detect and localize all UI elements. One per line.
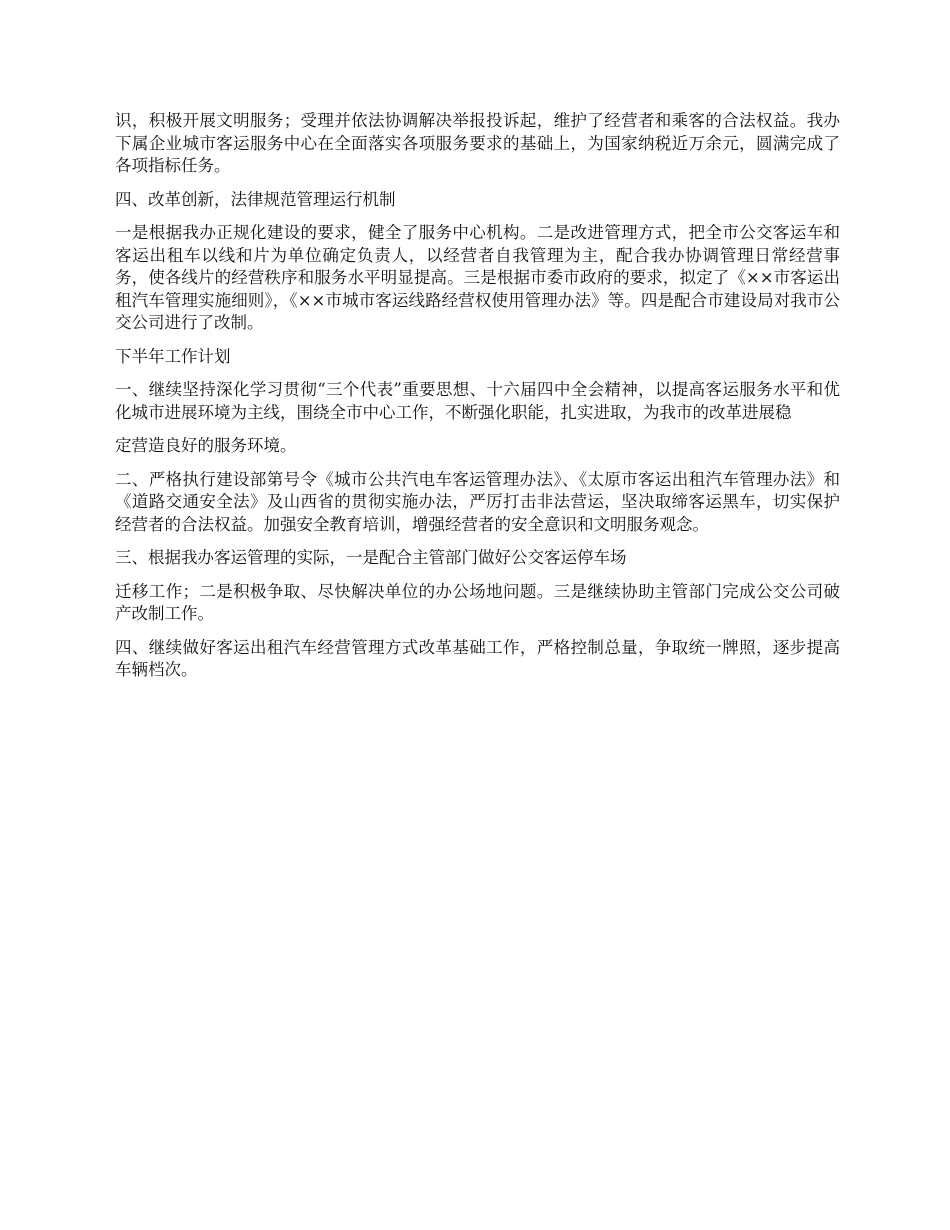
plan-item-4: 四、继续做好客运出租汽车经营管理方式改革基础工作，严格控制总量，争取统一牌照，逐步提高车辆档次。 xyxy=(115,637,840,679)
plan-item-2: 二、严格执行建设部第号令《城市公共汽电车客运管理办法》、《太原市客运出租汽车管理办法》和《道路交通安全法》及山西省的贯彻实施办法，严厉打击非法营运，坚决取缔客运黑车，切实保护经营者的合法权益。加强安全教育培训，增强经营者的安全意识和文明服务观念。 xyxy=(115,469,840,534)
plan-item-3: 三、根据我办客运管理的实际，一是配合主管部门做好公交客运停车场 xyxy=(115,548,627,567)
plan-item-3-continuation: 迁移工作；二是积极争取、尽快解决单位的办公场地问题。三是继续协助主管部门完成公交公司破产改制工作。 xyxy=(115,581,840,623)
plan-item-1: 一、继续坚持深化学习贯彻“三个代表”重要思想、十六届四中全会精神，以提高客运服务水平和优化城市进展环境为主线，围绕全市中心工作，不断强化职能，扎实进取，为我市的改革进展稳 xyxy=(115,380,840,422)
section-heading-plan: 下半年工作计划 xyxy=(115,346,231,366)
document-body xyxy=(115,110,840,693)
section-heading-reform: 四、改革创新，法律规范管理运行机制 xyxy=(115,189,396,209)
paragraph-continuation: 识，积极开展文明服务；受理并依法协调解决举报投诉起，维护了经营者和乘客的合法权益。我办下属企业城市客运服务中心在全面落实各项服务要求的基础上，为国家纳税近万余元，圆满完成了各项指标任务。 xyxy=(115,111,840,175)
paragraph-reform-details: 一是根据我办正规化建设的要求，健全了服务中心机构。二是改进管理方式，把全市公交客运车和客运出租车以线和片为单位确定负责人，以经营者自我管理为主，配合我办协调管理日常经营事务，使各线片的经营秩序和服务水平明显提高。三是根据市委市政府的要求，拟定了《××市客运出租汽车管理实施细则》，《××市城市客运线路经营权使用管理办法》等。四是配合市建设局对我市公交公司进行了改制。 xyxy=(115,223,840,332)
plan-item-1-continuation: 定营造良好的服务环境。 xyxy=(115,436,297,455)
